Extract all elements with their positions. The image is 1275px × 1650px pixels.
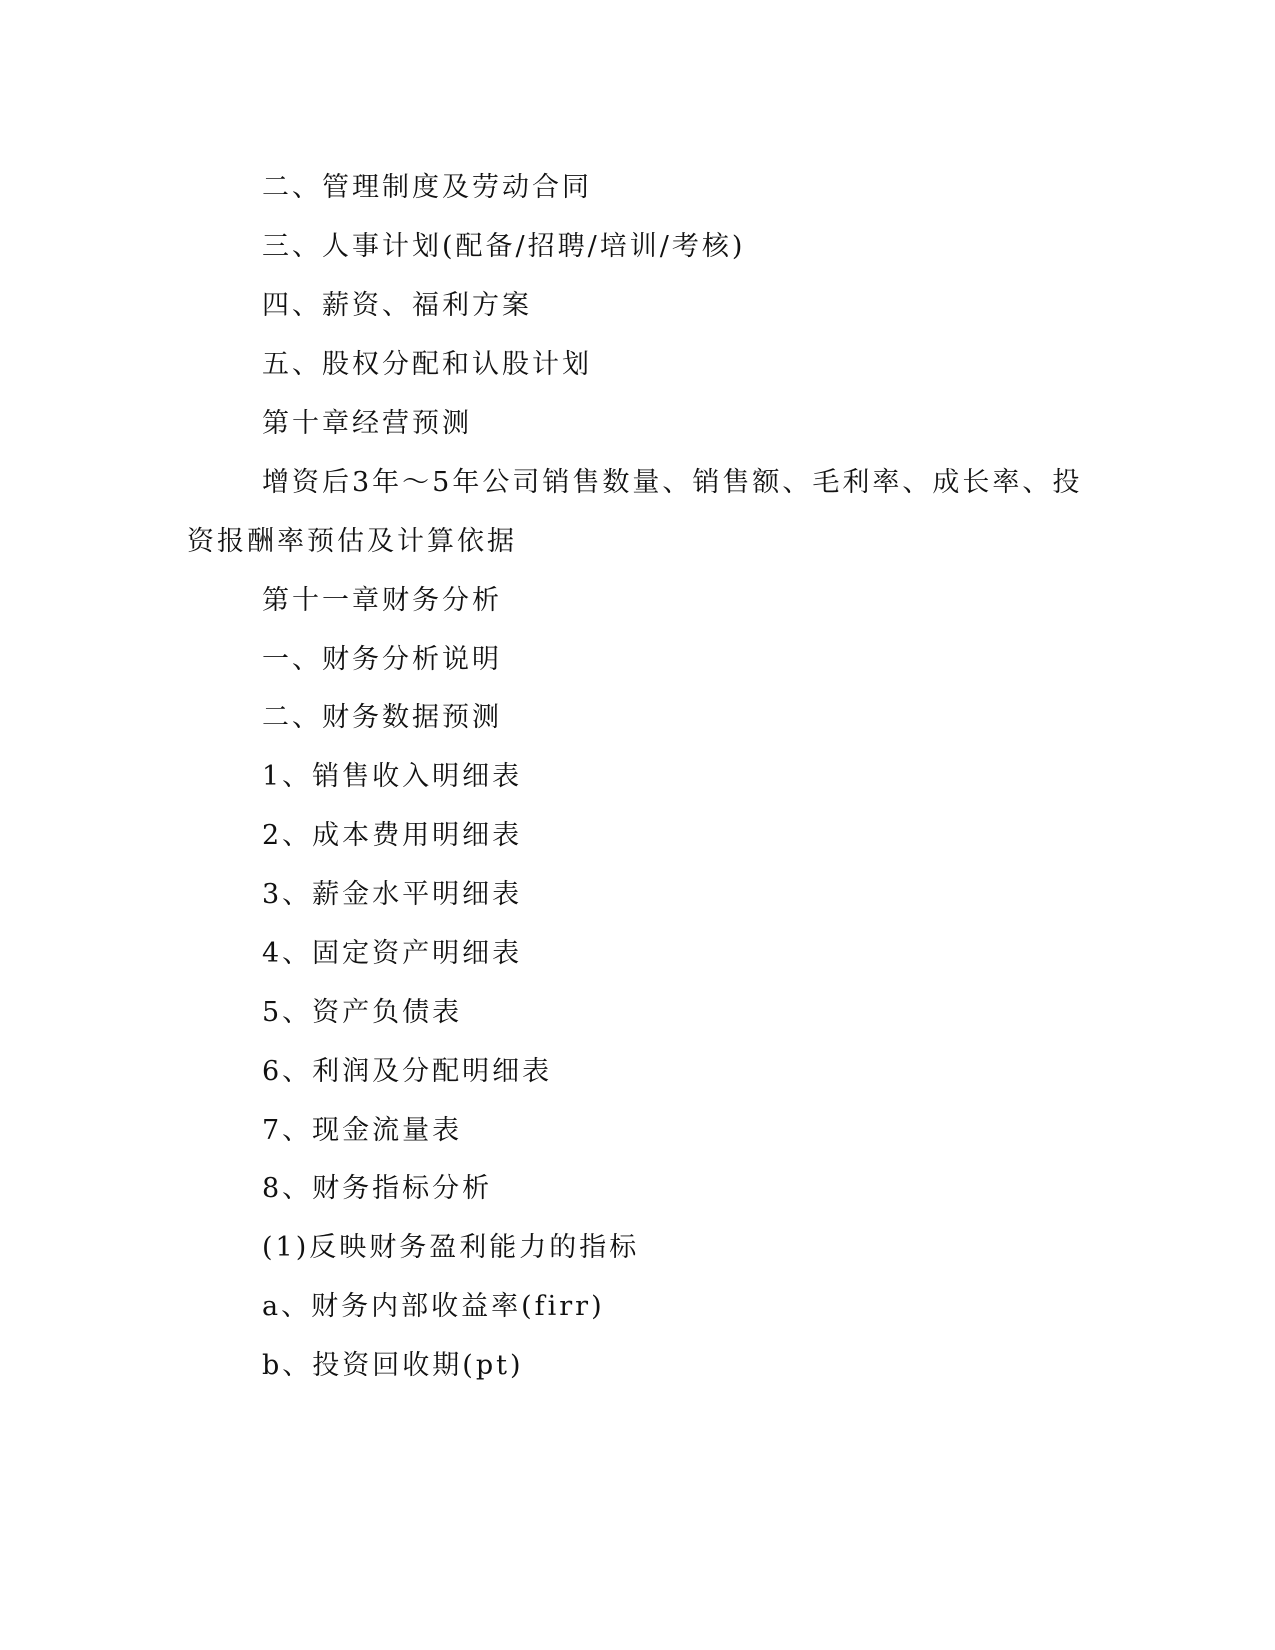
paragraph-text-continuation: 资报酬率预估及计算依据 [187,526,517,557]
list-item: 1、销售收入明细表 [262,761,523,792]
chapter-heading-financial-analysis: 第十一章财务分析 [262,585,502,616]
sub-list-item: (1)反映财务盈利能力的指标 [262,1232,640,1263]
sub-list-item: a、财务内部收益率(firr) [262,1291,605,1322]
list-item: 7、现金流量表 [262,1115,463,1146]
section-heading-data-forecast: 二、财务数据预测 [262,702,502,733]
section-heading-salary-benefits: 四、薪资、福利方案 [262,290,532,321]
list-item: 4、固定资产明细表 [262,938,523,969]
section-heading-equity-plan: 五、股权分配和认股计划 [262,349,592,380]
paragraph-text: 增资后3年～5年公司销售数量、销售额、毛利率、成长率、投 [262,467,1083,498]
list-item: 5、资产负债表 [262,997,463,1028]
section-heading-personnel-plan: 三、人事计划(配备/招聘/培训/考核) [262,231,746,262]
section-heading-analysis-notes: 一、财务分析说明 [262,644,502,675]
chapter-heading-operating-forecast: 第十章经营预测 [262,408,472,439]
section-heading-management-system: 二、管理制度及劳动合同 [262,172,592,203]
list-item: 2、成本费用明细表 [262,820,523,851]
sub-list-item: b、投资回收期(pt) [262,1350,524,1381]
list-item: 3、薪金水平明细表 [262,879,523,910]
list-item: 6、利润及分配明细表 [262,1056,553,1087]
list-item: 8、财务指标分析 [262,1173,493,1204]
